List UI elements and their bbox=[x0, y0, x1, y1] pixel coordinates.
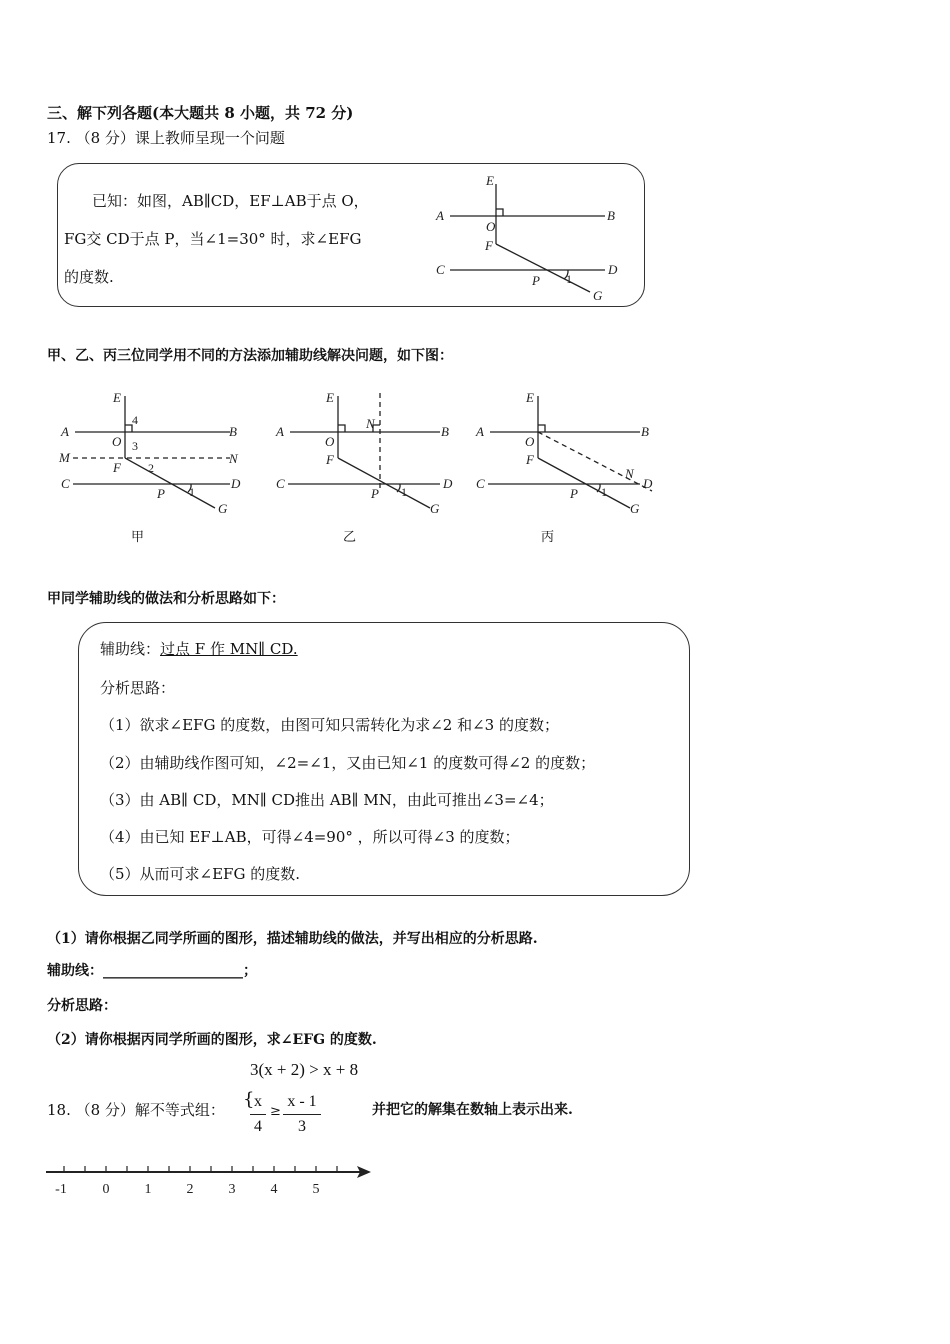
aux-text: 过点 F 作 MN∥ CD. bbox=[160, 640, 298, 658]
svg-text:4: 4 bbox=[132, 413, 138, 427]
svg-text:G: G bbox=[630, 501, 640, 516]
aux-line-diagonal bbox=[538, 432, 652, 491]
aux-answer-line bbox=[47, 960, 257, 980]
frac2-bar bbox=[283, 1114, 321, 1115]
svg-text:1: 1 bbox=[401, 485, 407, 499]
analysis-step-2: （2）由辅助线作图可知，∠2=∠1，又由已知∠1 的度数可得∠2 的度数； bbox=[100, 754, 596, 772]
tick-label: 2 bbox=[186, 1182, 194, 1197]
svg-text:3: 3 bbox=[132, 439, 138, 453]
svg-text:P: P bbox=[371, 486, 379, 501]
analysis-step-5: （5）从而可求∠EFG 的度数. bbox=[100, 865, 300, 883]
svg-text:A: A bbox=[476, 424, 484, 439]
problem-line-3: 的度数. bbox=[64, 268, 114, 286]
q17-intro: 甲、乙、丙三位同学用不同的方法添加辅助线解决问题，如下图： bbox=[47, 348, 453, 364]
svg-text:P: P bbox=[570, 486, 578, 501]
section-title: 三、解下列各题(本大题共 8 小题，共 72 分) bbox=[47, 104, 354, 122]
svg-text:A: A bbox=[61, 424, 69, 439]
sub-question-1: （1）请你根据乙同学所画的图形，描述辅助线的做法，并写出相应的分析思路. bbox=[47, 931, 538, 947]
svg-text:D: D bbox=[443, 476, 453, 491]
inequality-1: 3(x + 2) > x + 8 bbox=[250, 1060, 359, 1079]
q18-header: 18. （8 分）解不等式组： bbox=[47, 1101, 225, 1119]
svg-text:N: N bbox=[229, 451, 238, 466]
svg-text:O: O bbox=[525, 434, 535, 449]
tick-label: 4 bbox=[270, 1182, 278, 1197]
analysis-step-1: （1）欲求∠EFG 的度数，由图可知只需转化为求∠2 和∠3 的度数； bbox=[100, 716, 559, 734]
q17-header: 17. （8 分）课上教师呈现一个问题 bbox=[47, 129, 285, 147]
svg-text:F: F bbox=[326, 452, 334, 467]
number-line bbox=[40, 1160, 380, 1205]
aux-line-label: 辅助线： bbox=[47, 963, 103, 979]
figure-bing bbox=[470, 388, 665, 518]
svg-text:G: G bbox=[430, 501, 440, 516]
tick-label: 0 bbox=[102, 1182, 110, 1197]
aux-prefix: 辅助线： bbox=[100, 640, 161, 658]
frac1-bar bbox=[250, 1114, 266, 1115]
svg-text:2: 2 bbox=[148, 461, 154, 475]
label-o: O bbox=[486, 219, 496, 234]
aux-answer-blank[interactable]: ____________________ bbox=[103, 963, 243, 979]
frac2-numerator: x - 1 bbox=[287, 1093, 317, 1110]
aux-answer-end: ； bbox=[243, 963, 257, 979]
svg-text:O: O bbox=[325, 434, 335, 449]
svg-text:C: C bbox=[276, 476, 285, 491]
right-angle-mark bbox=[496, 209, 503, 216]
tick-label: 5 bbox=[312, 1182, 320, 1197]
svg-text:B: B bbox=[229, 424, 237, 439]
analysis-step-3: （3）由 AB∥ CD，MN∥ CD推出 AB∥ MN，由此可推出∠3=∠4； bbox=[100, 791, 554, 809]
frac1-numerator: x bbox=[254, 1093, 262, 1110]
label-e: E bbox=[486, 173, 494, 188]
svg-text:F: F bbox=[113, 460, 121, 475]
svg-text:F: F bbox=[526, 452, 534, 467]
svg-text:A: A bbox=[276, 424, 284, 439]
frac1-denominator: 4 bbox=[254, 1118, 262, 1135]
analysis-label: 分析思路： bbox=[47, 998, 117, 1014]
label-c: C bbox=[436, 262, 445, 277]
analysis-step-4: （4）由已知 EF⊥AB，可得∠4=90° ，所以可得∠3 的度数； bbox=[100, 828, 520, 846]
label-a: A bbox=[436, 208, 444, 223]
jia-intro: 甲同学辅助线的做法和分析思路如下： bbox=[47, 591, 285, 607]
analysis-title: 分析思路： bbox=[100, 679, 176, 697]
svg-text:D: D bbox=[643, 476, 653, 491]
svg-text:M: M bbox=[59, 450, 70, 465]
label-b: B bbox=[607, 208, 615, 223]
svg-text:N: N bbox=[625, 466, 634, 481]
svg-text:G: G bbox=[218, 501, 228, 516]
caption-yi: 乙 bbox=[343, 530, 357, 545]
figure-yi bbox=[270, 388, 465, 518]
caption-bing: 丙 bbox=[541, 530, 555, 545]
tick-label: 3 bbox=[228, 1182, 236, 1197]
figure-jia bbox=[55, 388, 245, 518]
label-f: F bbox=[485, 238, 493, 253]
svg-text:D: D bbox=[231, 476, 241, 491]
relation-geq: ≥ bbox=[270, 1104, 281, 1119]
svg-text:1: 1 bbox=[601, 485, 607, 499]
problem-figure bbox=[430, 170, 630, 305]
q18-tail: 并把它的解集在数轴上表示出来. bbox=[372, 1102, 573, 1118]
svg-text:C: C bbox=[476, 476, 485, 491]
problem-line-1: 已知：如图，AB∥CD，EF⊥AB于点 O， bbox=[92, 192, 369, 210]
svg-text:P: P bbox=[157, 486, 165, 501]
svg-text:E: E bbox=[113, 390, 121, 405]
tick-label: 1 bbox=[144, 1182, 152, 1197]
svg-text:B: B bbox=[441, 424, 449, 439]
label-angle-1: 1 bbox=[566, 272, 572, 286]
problem-line-2: FG交 CD于点 P，当∠1=30° 时，求∠EFG bbox=[64, 230, 362, 248]
svg-text:N: N bbox=[366, 416, 375, 431]
aux-description bbox=[100, 638, 298, 659]
label-d: D bbox=[608, 262, 618, 277]
caption-jia: 甲 bbox=[131, 530, 145, 545]
svg-text:B: B bbox=[641, 424, 649, 439]
tick-label: -1 bbox=[55, 1182, 67, 1197]
svg-text:C: C bbox=[61, 476, 70, 491]
svg-text:1: 1 bbox=[189, 485, 195, 499]
svg-text:E: E bbox=[526, 390, 534, 405]
svg-text:E: E bbox=[326, 390, 334, 405]
system-brace: { bbox=[243, 1089, 255, 1110]
svg-text:O: O bbox=[112, 434, 122, 449]
frac2-denominator: 3 bbox=[298, 1118, 306, 1135]
label-g: G bbox=[593, 288, 603, 303]
label-p: P bbox=[532, 273, 540, 288]
line-fg bbox=[496, 244, 590, 292]
sub-question-2: （2）请你根据丙同学所画的图形，求∠EFG 的度数. bbox=[47, 1032, 377, 1048]
